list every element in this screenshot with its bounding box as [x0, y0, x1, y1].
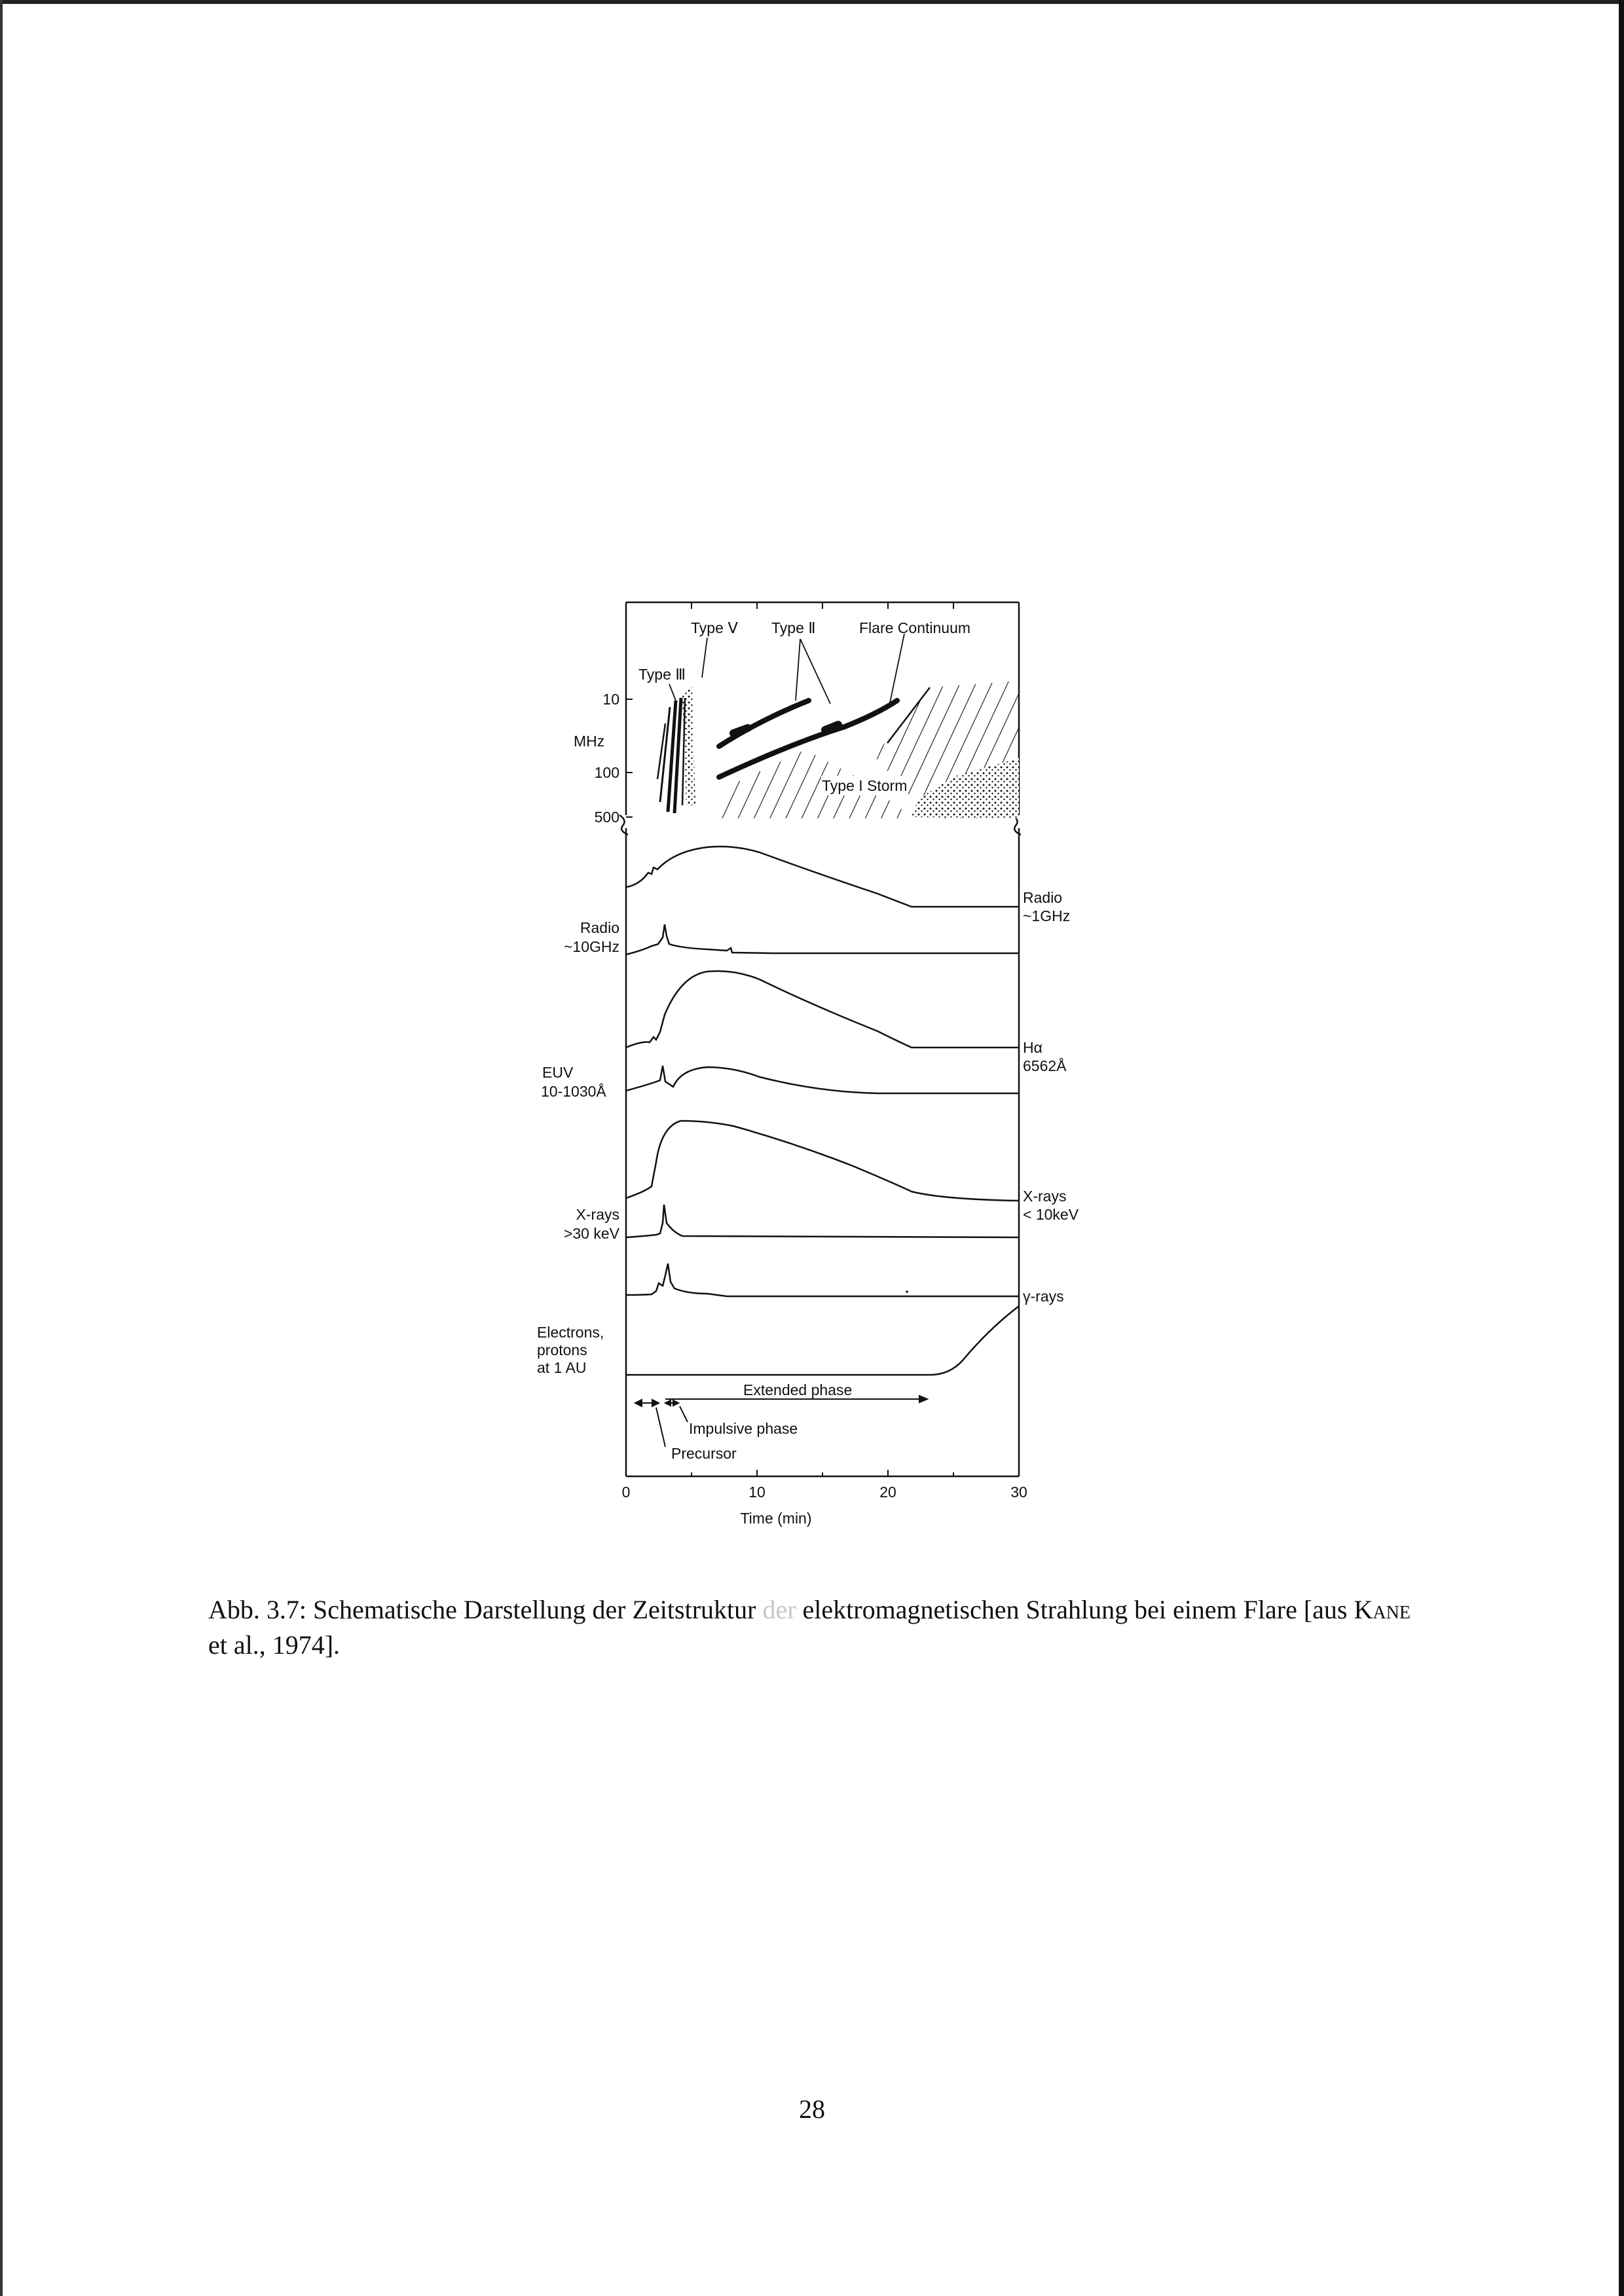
- label-radio-10ghz: Radio: [580, 919, 619, 936]
- type-i-storm-label: Type I Storm: [822, 777, 908, 794]
- page-edge-right: [1619, 0, 1624, 2296]
- label-xrays-hard: X-rays: [576, 1206, 619, 1223]
- type-ii-label: Type Ⅱ: [771, 619, 816, 636]
- time-tick-label: 10: [748, 1484, 766, 1501]
- caption-faint-word: der: [762, 1595, 796, 1624]
- page-edge-left: [0, 0, 3, 2296]
- label-xrays-hard-energy: >30 keV: [563, 1225, 619, 1242]
- freq-tick-label: 500: [594, 809, 619, 826]
- label-xrays-soft-energy: < 10keV: [1023, 1206, 1079, 1223]
- speck: [906, 1290, 908, 1293]
- label-gamma-rays: γ-rays: [1023, 1288, 1064, 1305]
- curve-xrays-soft: [626, 1121, 1019, 1201]
- caption-prefix: Abb. 3.7: Schematische Darstellung der Zeitstruktur: [208, 1595, 763, 1624]
- time-tick-label: 30: [1010, 1484, 1027, 1501]
- type-v-label: Type Ⅴ: [691, 619, 738, 636]
- curve-halpha: [626, 971, 1019, 1048]
- type-iii-label: Type Ⅲ: [638, 666, 686, 683]
- figure-svg: [511, 589, 1113, 1545]
- label-at-1au: at 1 AU: [537, 1359, 587, 1376]
- time-tick-label: 0: [621, 1484, 631, 1501]
- label-radio-1ghz: Radio: [1023, 889, 1063, 906]
- type-iii-bursts: [657, 698, 685, 813]
- freq-axis: [626, 699, 633, 817]
- label-euv: EUV: [542, 1064, 574, 1081]
- caption-middle: elektromagnetischen Strahlung bei einem Flare [aus: [796, 1595, 1354, 1624]
- curve-particles: [626, 1306, 1019, 1375]
- top-ticks: [692, 602, 953, 609]
- impulsive-phase-label: Impulsive phase: [689, 1420, 798, 1437]
- curve-radio-1ghz: [626, 847, 1019, 907]
- freq-tick-label: 100: [594, 764, 619, 781]
- curve-gamma: [626, 1264, 1019, 1296]
- label-halpha-wavelength: 6562Å: [1023, 1057, 1067, 1074]
- burst-pointers: [669, 634, 904, 706]
- time-profiles: [626, 847, 1019, 1375]
- figure-caption: [208, 1592, 1420, 1663]
- caption-author: Kane: [1354, 1595, 1411, 1624]
- page-number: 28: [799, 2094, 825, 2124]
- freq-tick-label: 10: [602, 691, 619, 708]
- curve-radio-10ghz: [626, 924, 1019, 955]
- label-protons: protons: [537, 1341, 587, 1358]
- time-tick-label: 20: [879, 1484, 896, 1501]
- flare-time-structure-figure: [511, 589, 1113, 1545]
- curve-euv: [626, 1066, 1019, 1093]
- time-axis-ticks: [626, 1470, 1019, 1476]
- label-euv-range: 10-1030Å: [541, 1083, 606, 1100]
- flare-continuum-label: Flare Continuum: [859, 619, 971, 636]
- freq-axis-label: MHz: [574, 733, 605, 750]
- label-radio-1ghz-freq: ~1GHz: [1023, 907, 1071, 924]
- label-radio-10ghz-freq: ~10GHz: [563, 938, 619, 955]
- label-xrays-soft: X-rays: [1023, 1188, 1067, 1205]
- page-edge-top: [0, 0, 1624, 4]
- precursor-label: Precursor: [671, 1445, 737, 1462]
- caption-suffix: et al., 1974].: [208, 1630, 341, 1660]
- label-electrons: Electrons,: [537, 1324, 604, 1341]
- label-halpha: Hα: [1023, 1039, 1043, 1056]
- extended-phase-label: Extended phase: [743, 1381, 853, 1398]
- time-axis-label: Time (min): [740, 1510, 812, 1527]
- curve-xrays-hard: [626, 1205, 1019, 1237]
- dynamic-spectrum: [682, 681, 1019, 818]
